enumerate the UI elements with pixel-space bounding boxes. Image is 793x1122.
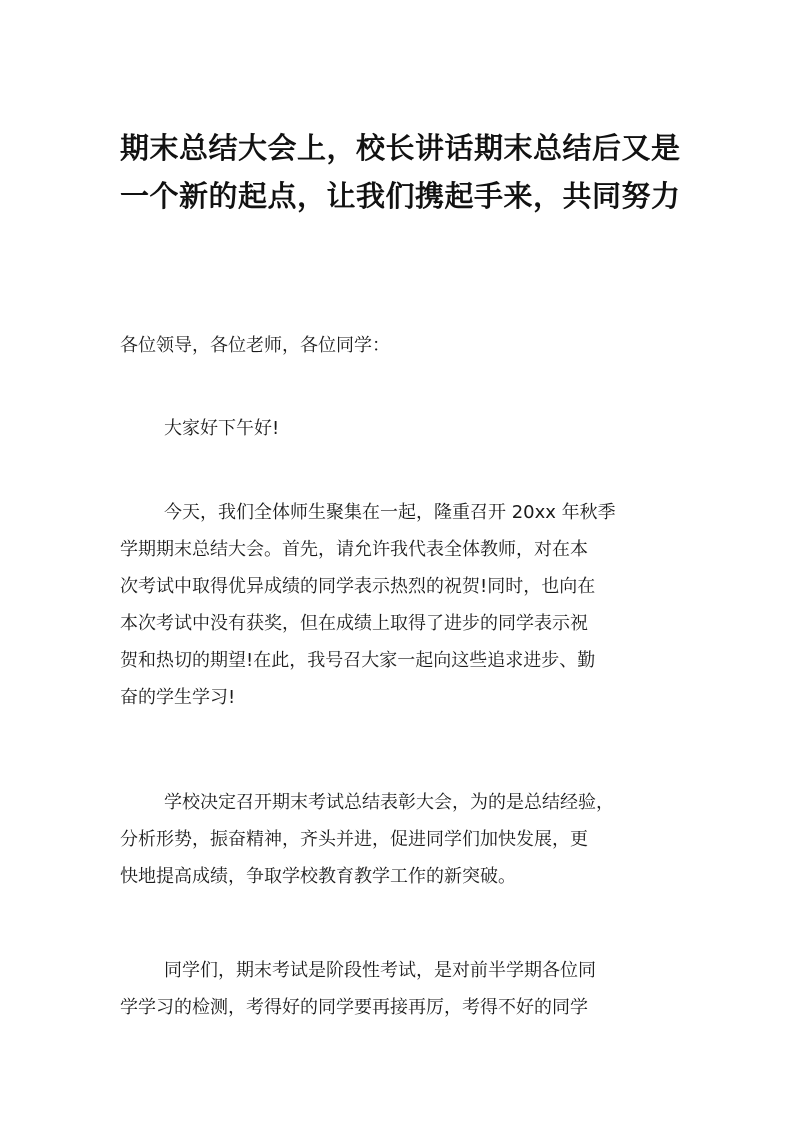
paragraph-1-line: 次考试中取得优异成绩的同学表示热烈的祝贺!同时，也向在 [120, 576, 596, 597]
paragraph-1 [120, 494, 680, 716]
paragraph-1-line: 学期期末总结大会。首先，请允许我代表全体教师，对在本 [120, 539, 588, 560]
paragraph-1-line: 奋的学生学习! [120, 687, 236, 708]
paragraph-3-line: 学学习的检测，考得好的同学要再接再厉，考得不好的同学 [120, 997, 588, 1018]
greeting-text: 大家好下午好! [164, 418, 280, 439]
paragraph-2-line: 学校决定召开期末考试总结表彰大会，为的是总结经验， [164, 792, 614, 813]
salutation-text: 各位领导，各位老师，各位同学： [120, 335, 390, 356]
paragraph-2 [120, 784, 680, 895]
paragraph-1-line: 今天，我们全体师生聚集在一起，隆重召开 20xx 年秋季 [164, 502, 616, 523]
document-title [120, 124, 680, 220]
salutation [120, 327, 680, 364]
paragraph-2-line: 分析形势，振奋精神，齐头并进，促进同学们加快发展，更 [120, 829, 588, 850]
greeting [120, 410, 680, 447]
paragraph-2-line: 快地提高成绩，争取学校教育教学工作的新突破。 [120, 866, 516, 887]
paragraph-1-line: 贺和热切的期望!在此，我号召大家一起向这些追求进步、勤 [120, 650, 596, 671]
paragraph-3 [120, 952, 680, 1026]
paragraph-3-line: 同学们，期末考试是阶段性考试，是对前半学期各位同 [164, 960, 596, 981]
title-line-2: 一个新的起点，让我们携起手来，共同努力 [120, 179, 681, 213]
title-line-1: 期末总结大会上，校长讲话期末总结后又是 [120, 131, 681, 165]
paragraph-1-line: 本次考试中没有获奖，但在成绩上取得了进步的同学表示祝 [120, 613, 588, 634]
